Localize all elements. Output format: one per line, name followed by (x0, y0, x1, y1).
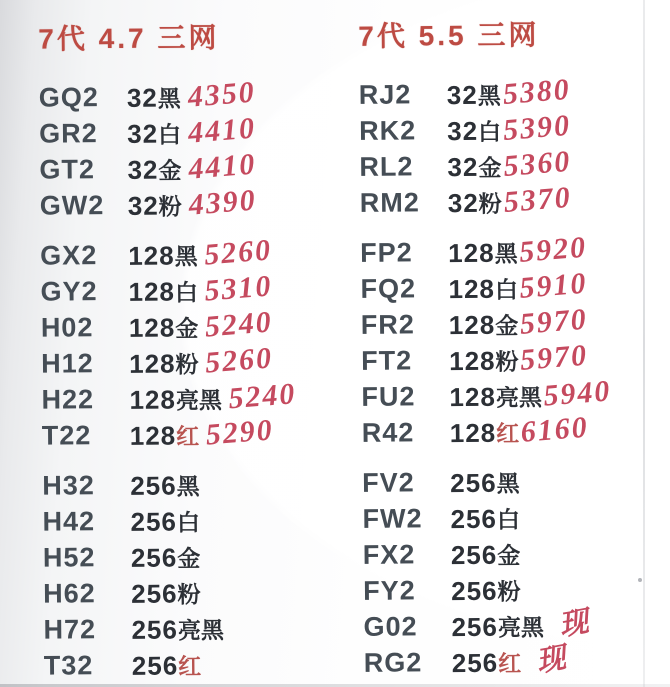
model-code: H02 (40, 311, 94, 343)
color-label: 红 (176, 422, 200, 449)
storage-color-spec (131, 540, 201, 574)
model-code: T22 (41, 419, 92, 451)
note-handwritten: 现 (534, 641, 569, 679)
price-group (42, 465, 338, 684)
color-label: 黑 (494, 239, 518, 267)
price-handwritten: 4350 (186, 75, 257, 114)
storage-size: 128 (129, 419, 177, 451)
price-row (41, 379, 335, 418)
price-row (359, 110, 653, 149)
storage-color-spec (448, 235, 518, 269)
column-rows (39, 77, 338, 684)
storage-size: 128 (129, 383, 177, 415)
storage-color-spec (128, 238, 198, 272)
model-code: H22 (41, 383, 95, 415)
model-code: GX2 (40, 239, 98, 271)
price-row (39, 149, 333, 188)
model-code: FY2 (363, 574, 416, 606)
storage-size: 256 (451, 575, 498, 606)
storage-size: 256 (450, 539, 498, 570)
price-handwritten: 5260 (203, 233, 274, 272)
storage-size: 32 (447, 151, 479, 182)
price-row (362, 412, 656, 451)
storage-color-spec (127, 152, 181, 185)
color-label: 金 (175, 314, 199, 341)
storage-color-spec (449, 307, 519, 341)
storage-color-spec (449, 379, 542, 413)
color-label: 粉 (478, 190, 502, 217)
model-code: FT2 (361, 344, 413, 376)
price-row (44, 645, 338, 684)
color-label: 金 (478, 154, 502, 181)
color-label: 粉 (175, 350, 199, 377)
storage-color-spec (450, 465, 520, 499)
price-handwritten: 5390 (501, 108, 573, 147)
storage-size: 128 (128, 239, 175, 271)
price-row (359, 74, 653, 113)
model-code: FU2 (361, 380, 416, 412)
model-code: G02 (363, 610, 418, 642)
price-handwritten: 4410 (186, 111, 258, 150)
storage-color-spec (130, 418, 200, 452)
price-row (42, 415, 336, 454)
storage-size: 128 (448, 309, 496, 340)
model-code: GR2 (39, 117, 98, 149)
storage-size: 128 (128, 275, 176, 307)
price-group (39, 77, 334, 224)
price-handwritten: 5910 (518, 266, 589, 305)
price-row (40, 271, 334, 310)
storage-size: 256 (131, 613, 179, 645)
price-row (43, 537, 337, 576)
price-handwritten: 6160 (519, 410, 591, 449)
color-label: 金 (158, 156, 182, 184)
color-label: 亮黑 (177, 616, 225, 643)
color-label: 红 (498, 649, 522, 677)
model-code: FR2 (360, 308, 415, 340)
model-code: RK2 (359, 114, 417, 146)
column-5-5 (358, 12, 658, 687)
price-row (360, 232, 654, 271)
price-handwritten: 5290 (204, 413, 276, 452)
color-label: 黑 (174, 242, 198, 269)
price-group (360, 232, 656, 451)
model-code: GQ2 (38, 81, 100, 113)
storage-size: 256 (130, 469, 177, 501)
storage-color-spec (451, 537, 521, 571)
model-code: RJ2 (358, 78, 412, 110)
model-code: GW2 (39, 189, 105, 221)
color-label: 黑 (176, 472, 200, 499)
storage-color-spec (130, 468, 200, 502)
color-label: 白 (477, 118, 502, 145)
storage-color-spec (128, 188, 182, 221)
price-group (40, 235, 336, 454)
price-row (361, 376, 655, 415)
price-handwritten: 5380 (501, 72, 572, 111)
model-code: RL2 (359, 150, 414, 182)
price-row (363, 606, 657, 645)
price-row (362, 498, 656, 537)
color-label: 白 (494, 275, 519, 303)
model-code: GY2 (40, 275, 98, 307)
storage-size: 32 (127, 154, 159, 185)
storage-color-spec (449, 343, 519, 377)
model-code: FQ2 (360, 272, 417, 304)
column-header: 7代 4.7 三网 (38, 22, 220, 55)
storage-size: 32 (447, 187, 479, 218)
color-label: 黑 (496, 469, 520, 497)
model-code: H12 (41, 347, 94, 379)
storage-size: 256 (131, 649, 179, 681)
price-row (364, 642, 658, 681)
storage-color-spec (131, 612, 224, 646)
storage-size: 32 (127, 118, 159, 149)
price-handwritten: 5370 (502, 180, 573, 219)
color-label: 金 (495, 311, 519, 339)
model-code: H62 (43, 577, 96, 609)
price-row (40, 235, 334, 274)
model-code: GT2 (39, 153, 96, 185)
price-row (363, 534, 657, 573)
color-label: 黑 (157, 84, 181, 112)
price-row (40, 185, 334, 224)
storage-color-spec (447, 149, 501, 182)
model-code: T32 (43, 649, 94, 681)
price-row (362, 462, 656, 501)
model-code: FV2 (362, 466, 415, 498)
storage-size: 32 (446, 79, 478, 110)
model-code: FW2 (362, 502, 423, 534)
model-code: FX2 (362, 538, 416, 570)
color-label: 粉 (158, 192, 182, 220)
price-row (360, 268, 654, 307)
storage-size: 32 (126, 82, 158, 113)
model-code: FP2 (360, 236, 413, 268)
color-label: 白 (496, 505, 521, 533)
storage-size: 128 (128, 311, 176, 343)
price-group (359, 74, 654, 221)
color-label: 白 (174, 278, 199, 305)
price-handwritten: 5940 (542, 374, 613, 413)
storage-size: 128 (449, 345, 496, 376)
color-label: 粉 (495, 347, 519, 375)
price-row (361, 304, 655, 343)
price-handwritten: 4390 (187, 183, 258, 222)
storage-color-spec (450, 501, 520, 535)
storage-color-spec (450, 415, 520, 449)
price-row (361, 340, 655, 379)
storage-color-spec (129, 346, 199, 380)
storage-color-spec (129, 310, 199, 344)
color-label: 黑 (477, 82, 501, 109)
price-handwritten: 5970 (518, 302, 590, 341)
storage-size: 128 (448, 273, 496, 304)
model-code: R42 (361, 416, 415, 448)
storage-size: 256 (451, 611, 499, 642)
color-label: 白 (176, 508, 201, 535)
price-handwritten: 5360 (502, 144, 573, 183)
storage-color-spec (451, 609, 544, 643)
model-code: RM2 (359, 186, 420, 218)
storage-color-spec (130, 504, 200, 538)
column-4-7 (38, 15, 338, 687)
price-handwritten: 5240 (203, 305, 275, 344)
storage-color-spec (128, 274, 198, 308)
color-label: 粉 (497, 577, 521, 605)
storage-size: 128 (449, 381, 496, 412)
price-handwritten: 5970 (519, 338, 590, 377)
storage-color-spec (448, 185, 502, 218)
price-handwritten: 4410 (187, 147, 258, 186)
storage-color-spec (127, 116, 181, 149)
storage-color-spec (448, 271, 518, 305)
price-row (359, 146, 653, 185)
storage-size: 128 (448, 237, 495, 268)
model-code: H72 (43, 613, 97, 645)
storage-size: 32 (447, 115, 479, 146)
storage-size: 256 (131, 577, 178, 609)
color-label: 亮黑 (495, 383, 542, 411)
price-row (43, 573, 337, 612)
price-handwritten: 5310 (203, 269, 275, 308)
model-code: RG2 (363, 646, 423, 678)
storage-size: 256 (130, 505, 178, 537)
color-label: 粉 (177, 580, 201, 607)
price-handwritten: 5260 (204, 341, 275, 380)
storage-color-spec (127, 80, 181, 113)
color-label: 红 (496, 419, 520, 447)
storage-color-spec (452, 645, 522, 679)
model-code: H32 (42, 469, 95, 501)
column-rows (359, 74, 658, 681)
price-row (39, 77, 333, 116)
storage-color-spec (132, 648, 202, 682)
storage-color-spec (451, 573, 521, 607)
storage-color-spec (447, 77, 501, 110)
model-code: H42 (42, 505, 96, 537)
price-row (41, 343, 335, 382)
storage-size: 256 (450, 467, 497, 498)
price-row (363, 570, 657, 609)
color-label: 白 (157, 120, 182, 148)
price-row (39, 113, 333, 152)
color-label: 亮黑 (497, 613, 544, 641)
storage-color-spec (447, 113, 501, 146)
storage-size: 128 (449, 417, 497, 448)
color-label: 亮黑 (175, 386, 222, 413)
storage-size: 32 (127, 190, 159, 221)
price-row (41, 307, 335, 346)
price-handwritten: 5240 (227, 377, 298, 416)
color-label: 金 (177, 544, 201, 571)
price-row (42, 501, 336, 540)
price-row (42, 465, 336, 504)
price-group (362, 462, 658, 681)
price-handwritten: 5920 (518, 230, 589, 269)
note-handwritten: 现 (556, 605, 592, 642)
price-row (43, 609, 337, 648)
storage-color-spec (129, 382, 222, 416)
storage-size: 256 (451, 647, 499, 678)
color-label: 红 (178, 652, 202, 679)
storage-color-spec (131, 576, 201, 610)
storage-size: 256 (130, 541, 178, 573)
price-row (360, 182, 654, 221)
paper-speck (638, 578, 642, 582)
storage-size: 128 (129, 347, 176, 379)
column-header: 7代 5.5 三网 (358, 19, 540, 52)
storage-size: 256 (450, 503, 498, 534)
color-label: 金 (497, 541, 521, 569)
model-code: H52 (42, 541, 96, 573)
